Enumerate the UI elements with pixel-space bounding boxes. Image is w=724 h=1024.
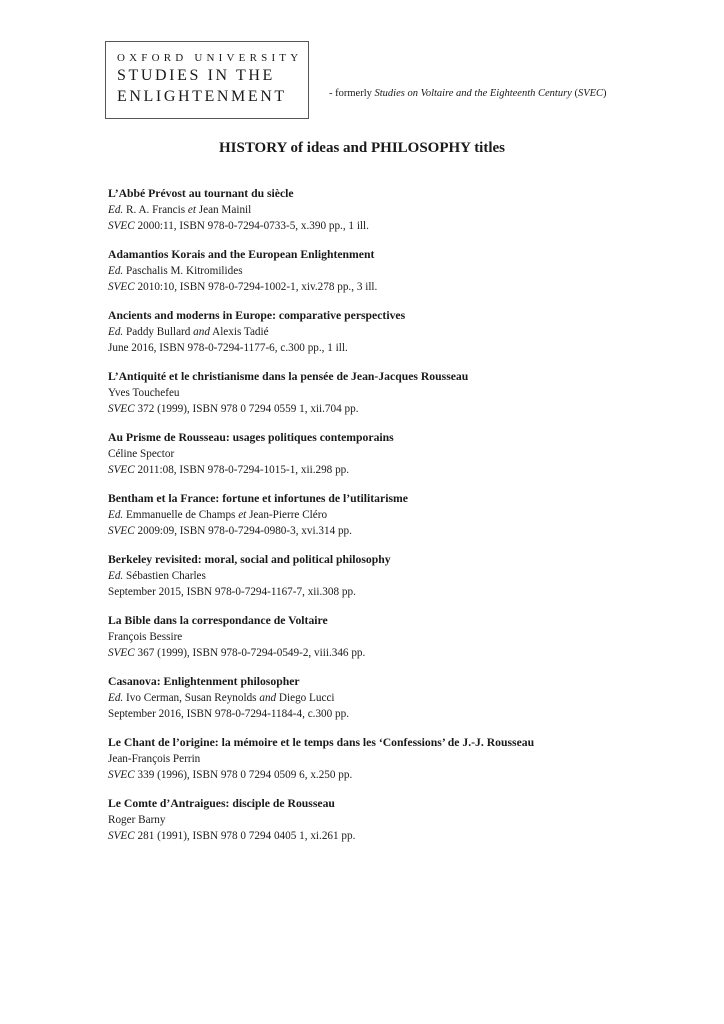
editor-name: R. A. Francis <box>123 204 188 216</box>
series-tagline <box>329 88 607 99</box>
book-title: Berkeley revisited: moral, social and political philosophy <box>108 553 391 566</box>
publication-details: 339 (1996), ISBN 978 0 7294 0509 6, x.250 pp. <box>134 769 353 781</box>
tagline-prefix: - formerly <box>329 88 375 99</box>
book-title: Casanova: Enlightenment philosopher <box>108 675 300 688</box>
book-publication <box>108 645 608 661</box>
series-abbreviation: SVEC <box>108 647 135 659</box>
title-list <box>108 186 608 857</box>
book-publication <box>108 523 608 539</box>
book-title: Ancients and moderns in Europe: comparative perspectives <box>108 309 406 322</box>
book-editors <box>108 690 608 706</box>
book-editors <box>108 568 608 584</box>
editor-prefix: Ed. <box>108 509 124 521</box>
publication-details: 2010:10, ISBN 978-0-7294-1002-1, xiv.278 pp., 3 ill. <box>134 281 378 293</box>
book-publication: June 2016, ISBN 978-0-7294-1177-6, c.300 pp., 1 ill. <box>108 342 348 354</box>
editor-prefix: Ed. <box>108 692 124 704</box>
list-item <box>108 369 608 417</box>
editor-name: Emmanuelle de Champs <box>123 509 239 521</box>
logo-line-enlightenment: ENLIGHTENMENT <box>117 88 287 105</box>
page-title: HISTORY of ideas and PHILOSOPHY titles <box>218 140 506 156</box>
editor-name: Sébastien Charles <box>123 570 206 582</box>
editor-conjunction: and <box>259 692 277 704</box>
series-abbreviation: SVEC <box>108 525 135 537</box>
editor-name: Paschalis M. Kitromilides <box>123 265 243 277</box>
list-item <box>108 735 608 783</box>
book-title: L’Abbé Prévost au tournant du siècle <box>108 187 294 200</box>
editor-conjunction: et <box>238 509 247 521</box>
editor-name: Paddy Bullard <box>123 326 194 338</box>
series-abbreviation: SVEC <box>108 830 135 842</box>
book-publication <box>108 279 608 295</box>
tagline-close-paren: ) <box>603 88 607 99</box>
series-logo <box>105 41 309 119</box>
editor-prefix: Ed. <box>108 265 124 277</box>
list-item <box>108 613 608 661</box>
series-abbreviation: SVEC <box>108 403 135 415</box>
editor-name: Ivo Cerman, Susan Reynolds <box>123 692 260 704</box>
editor-prefix: Ed. <box>108 326 124 338</box>
book-publication <box>108 401 608 417</box>
editor-name: Alexis Tadié <box>209 326 269 338</box>
book-editors <box>108 324 608 340</box>
book-title: Bentham et la France: fortune et infortunes de l’utilitarisme <box>108 492 408 505</box>
publication-details: 367 (1999), ISBN 978-0-7294-0549-2, viii.346 pp. <box>134 647 366 659</box>
publication-details: 2000:11, ISBN 978-0-7294-0733-5, x.390 pp., 1 ill. <box>134 220 369 232</box>
book-publication <box>108 767 608 783</box>
list-item <box>108 247 608 295</box>
list-item <box>108 796 608 844</box>
book-title: La Bible dans la correspondance de Voltaire <box>108 614 328 627</box>
book-publication <box>108 462 608 478</box>
series-abbreviation: SVEC <box>108 464 135 476</box>
tagline-former-title: Studies on Voltaire and the Eighteenth Century <box>374 88 572 99</box>
book-editors <box>108 202 608 218</box>
editor-name: Jean Mainil <box>195 204 252 216</box>
book-author: Céline Spector <box>108 448 175 460</box>
logo-line-studies-in-the: STUDIES IN THE <box>117 67 275 84</box>
list-item <box>108 308 608 356</box>
publication-details: 2009:09, ISBN 978-0-7294-0980-3, xvi.314 pp. <box>134 525 352 537</box>
book-publication: September 2015, ISBN 978-0-7294-1167-7, xii.308 pp. <box>108 586 356 598</box>
book-title: Adamantios Korais and the European Enlightenment <box>108 248 375 261</box>
book-publication: September 2016, ISBN 978-0-7294-1184-4, c.300 pp. <box>108 708 350 720</box>
publication-details: 2011:08, ISBN 978-0-7294-1015-1, xii.298 pp. <box>134 464 350 476</box>
book-author: Jean-François Perrin <box>108 753 201 765</box>
editor-prefix: Ed. <box>108 570 124 582</box>
book-title: L’Antiquité et le christianisme dans la pensée de Jean-Jacques Rousseau <box>108 370 469 383</box>
book-author: Yves Touchefeu <box>108 387 180 399</box>
editor-conjunction: and <box>193 326 210 338</box>
book-title: Le Comte d’Antraigues: disciple de Rousseau <box>108 797 335 810</box>
series-abbreviation: SVEC <box>108 769 135 781</box>
list-item <box>108 552 608 600</box>
book-author: Roger Barny <box>108 814 166 826</box>
tagline-abbreviation: SVEC <box>577 88 604 99</box>
book-title: Au Prisme de Rousseau: usages politiques contemporains <box>108 431 394 444</box>
editor-name: Diego Lucci <box>276 692 335 704</box>
publication-details: 372 (1999), ISBN 978 0 7294 0559 1, xii.704 pp. <box>134 403 359 415</box>
publication-details: 281 (1991), ISBN 978 0 7294 0405 1, xi.261 pp. <box>134 830 356 842</box>
list-item <box>108 491 608 539</box>
logo-line-oxford-university: OXFORD UNIVERSITY <box>117 52 303 64</box>
book-publication <box>108 828 608 844</box>
tagline-open-paren: ( <box>571 88 578 99</box>
list-item <box>108 430 608 478</box>
series-abbreviation: SVEC <box>108 281 135 293</box>
list-item <box>108 674 608 722</box>
list-item <box>108 186 608 234</box>
series-abbreviation: SVEC <box>108 220 135 232</box>
book-author: François Bessire <box>108 631 183 643</box>
book-editors <box>108 507 608 523</box>
book-publication <box>108 218 608 234</box>
editor-name: Jean-Pierre Cléro <box>246 509 328 521</box>
editor-conjunction: et <box>187 204 196 216</box>
book-editors <box>108 263 608 279</box>
editor-prefix: Ed. <box>108 204 124 216</box>
book-title: Le Chant de l’origine: la mémoire et le temps dans les ‘Confessions’ de J.-J. Rousseau <box>108 736 535 749</box>
